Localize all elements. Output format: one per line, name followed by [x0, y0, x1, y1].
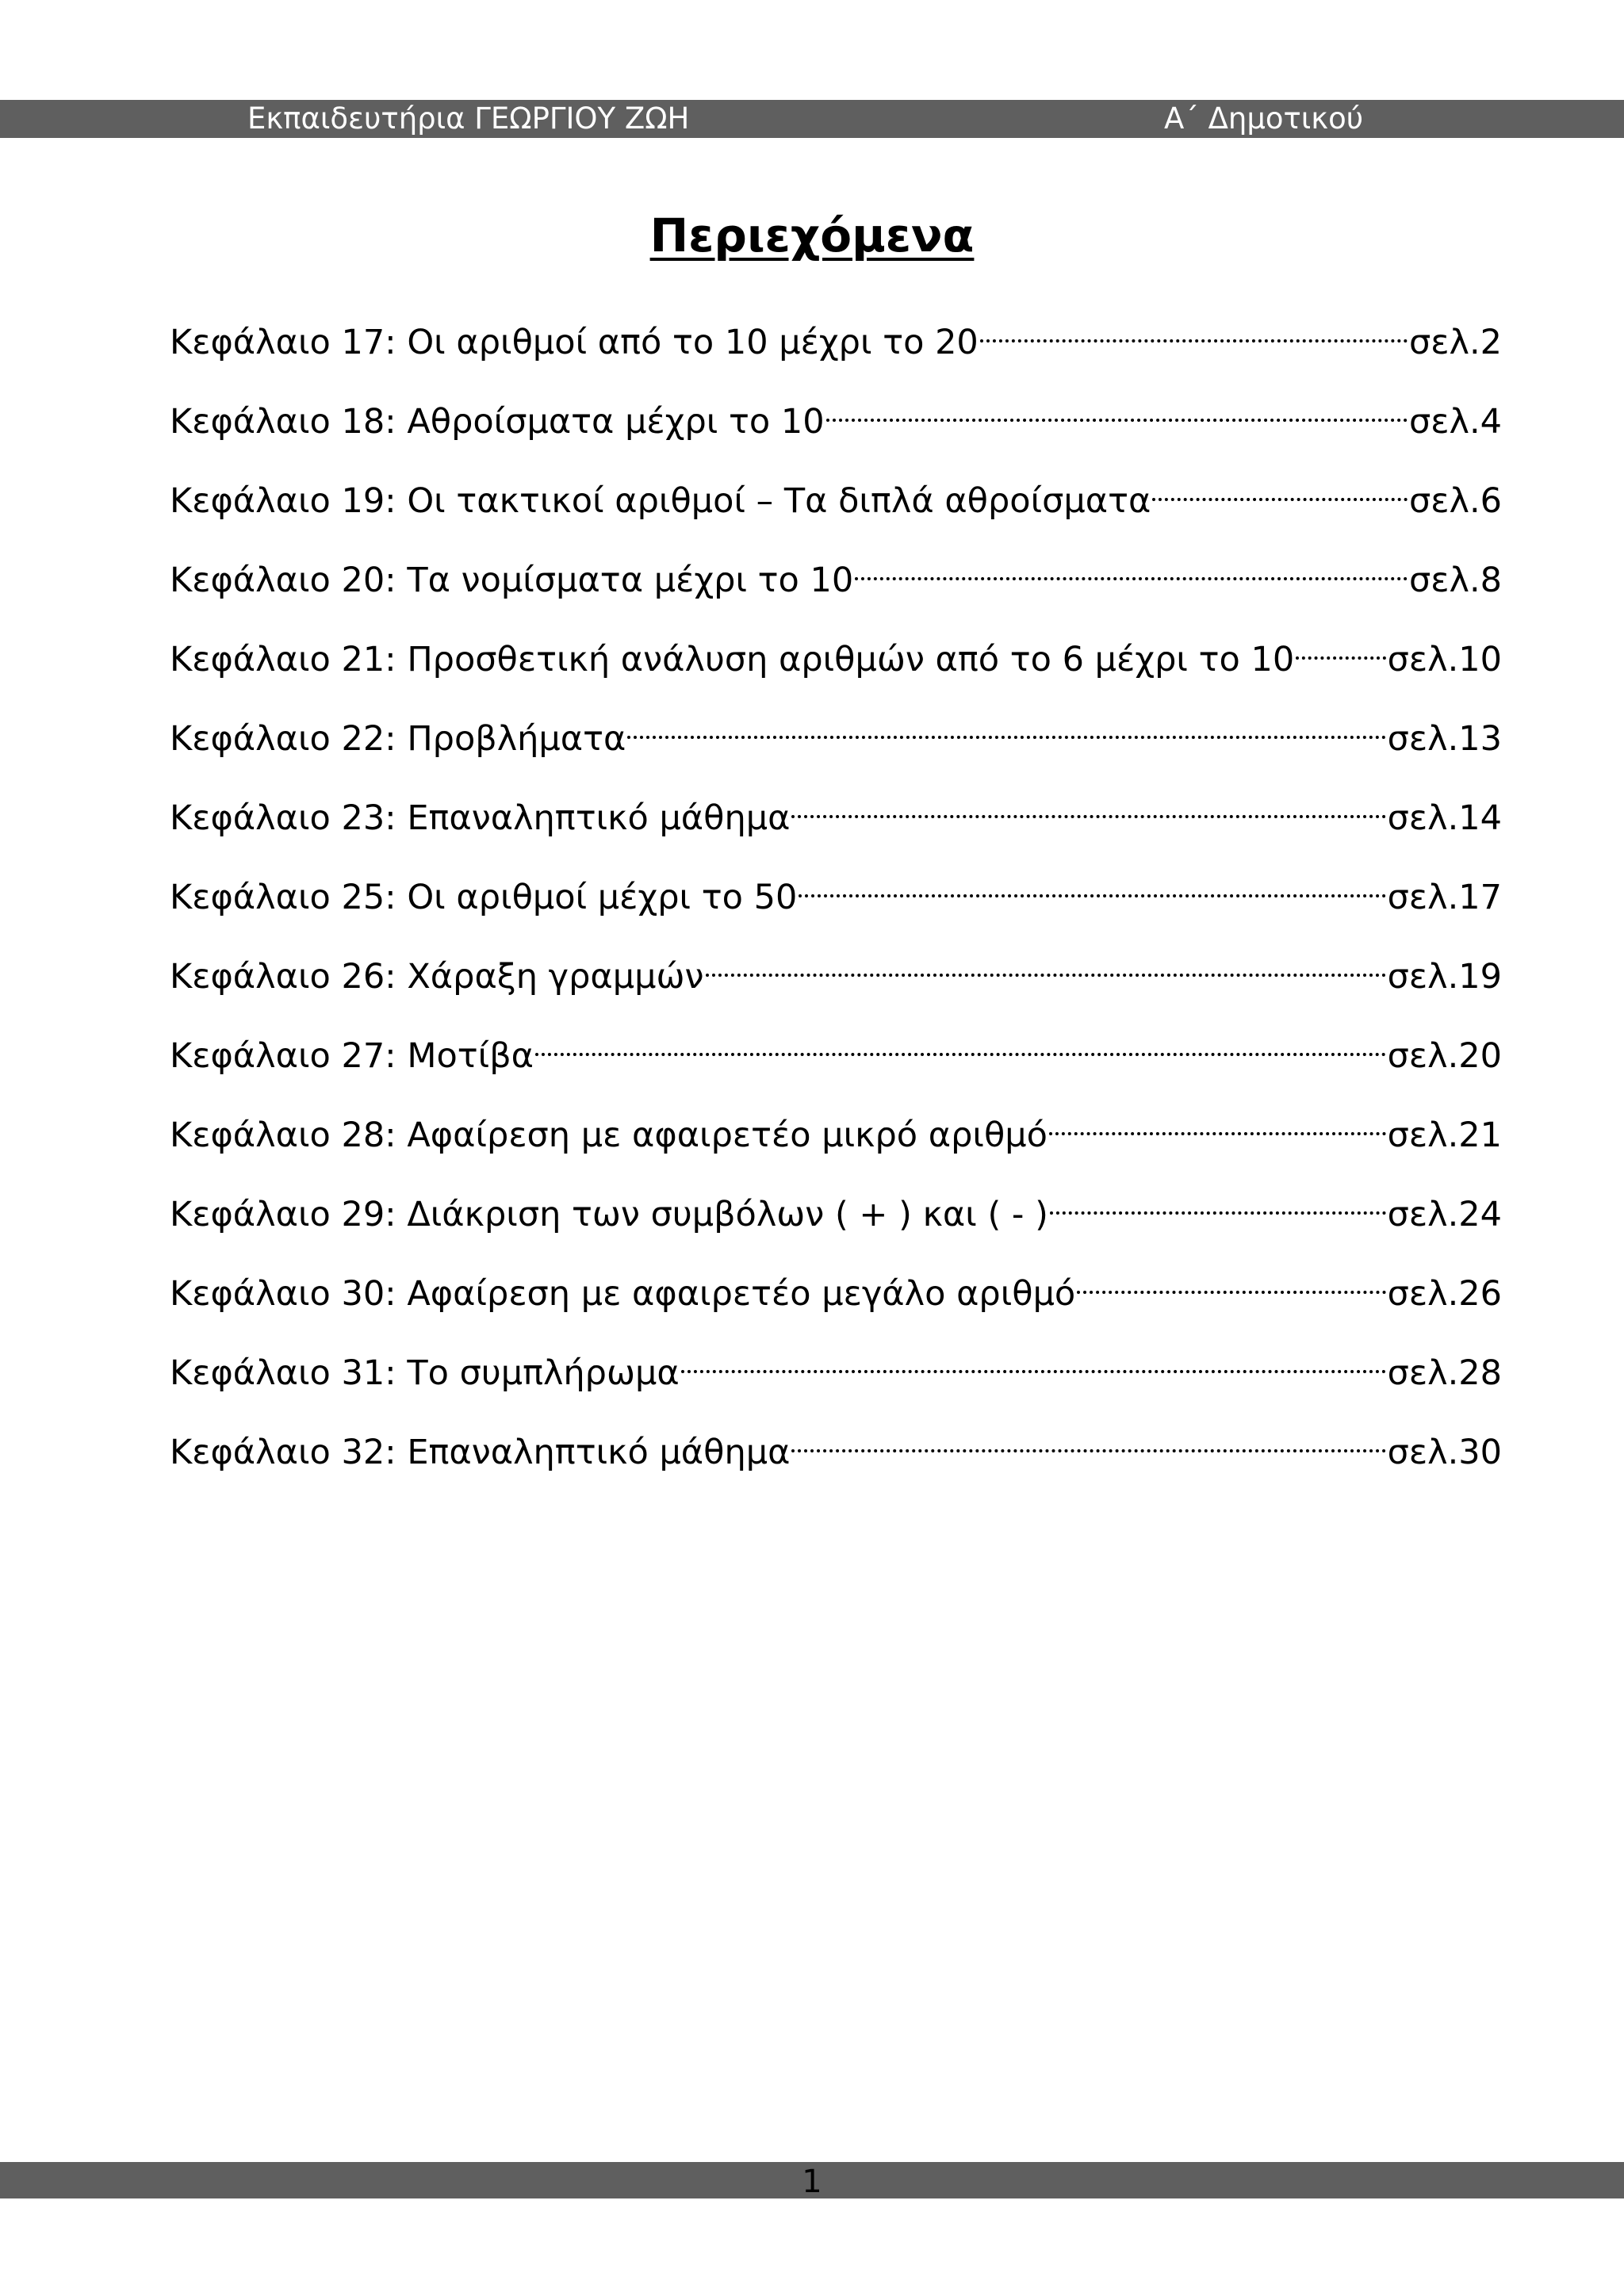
toc-entry-label: Κεφάλαιο 26: Χάραξη γραμμών — [170, 957, 704, 997]
table-of-contents — [170, 293, 1502, 1483]
toc-entry-page: σελ.17 — [1387, 878, 1502, 917]
toc-leader-dots — [1050, 1165, 1386, 1226]
toc-entry-page: σελ.4 — [1409, 402, 1502, 442]
toc-entry — [170, 293, 1502, 373]
header-bar — [0, 100, 1624, 138]
toc-entry — [170, 848, 1502, 928]
toc-entry-page: σελ.30 — [1387, 1433, 1502, 1472]
toc-leader-dots — [1049, 1086, 1386, 1146]
toc-entry-page: σελ.2 — [1409, 323, 1502, 362]
toc-entry-label: Κεφάλαιο 31: Το συμπλήρωμα — [170, 1353, 680, 1393]
toc-entry — [170, 531, 1502, 610]
toc-entry-page: σελ.8 — [1409, 561, 1502, 600]
toc-entry-label: Κεφάλαιο 28: Αφαίρεση με αφαιρετέο μικρό αριθμό — [170, 1115, 1048, 1155]
toc-entry-page: σελ.21 — [1387, 1115, 1502, 1155]
toc-entry-label: Κεφάλαιο 19: Οι τακτικοί αριθμοί – Τα διπλά αθροίσματα — [170, 481, 1151, 521]
toc-entry-label: Κεφάλαιο 23: Επαναληπτικό μάθημα — [170, 798, 791, 838]
toc-leader-dots — [1152, 452, 1408, 512]
toc-entry-page: σελ.14 — [1387, 798, 1502, 838]
toc-entry — [170, 452, 1502, 531]
school-name: Εκπαιδευτήρια ΓΕΩΡΓΙΟΥ ΖΩΗ — [247, 101, 690, 136]
toc-entry-page: σελ.13 — [1387, 719, 1502, 759]
toc-leader-dots — [706, 928, 1386, 988]
toc-entry-page: σελ.24 — [1387, 1195, 1502, 1234]
toc-entry — [170, 1324, 1502, 1403]
toc-leader-dots — [535, 1007, 1386, 1067]
toc-entry-page: σελ.26 — [1387, 1274, 1502, 1314]
toc-entry — [170, 1245, 1502, 1324]
toc-entry-label: Κεφάλαιο 29: Διάκριση των συμβόλων ( + ) και ( - ) — [170, 1195, 1048, 1234]
toc-entry-label: Κεφάλαιο 22: Προβλήματα — [170, 719, 626, 759]
toc-entry — [170, 690, 1502, 769]
toc-entry-label: Κεφάλαιο 32: Επαναληπτικό μάθημα — [170, 1433, 791, 1472]
toc-entry — [170, 1165, 1502, 1245]
toc-leader-dots — [826, 373, 1408, 433]
toc-entry — [170, 610, 1502, 690]
toc-entry-page: σελ.28 — [1387, 1353, 1502, 1393]
toc-entry-label: Κεφάλαιο 20: Τα νομίσματα μέχρι το 10 — [170, 561, 854, 600]
toc-entry-label: Κεφάλαιο 17: Οι αριθμοί από το 10 μέχρι το 20 — [170, 323, 979, 362]
toc-entry — [170, 928, 1502, 1007]
toc-entry — [170, 1086, 1502, 1165]
toc-entry-label: Κεφάλαιο 27: Μοτίβα — [170, 1036, 534, 1076]
toc-entry-page: σελ.20 — [1387, 1036, 1502, 1076]
page-title — [0, 208, 1624, 263]
toc-leader-dots — [855, 531, 1408, 591]
toc-entry-page: σελ.19 — [1387, 957, 1502, 997]
toc-entry-label: Κεφάλαιο 30: Αφαίρεση με αφαιρετέο μεγάλο αριθμό — [170, 1274, 1076, 1314]
toc-entry — [170, 1403, 1502, 1483]
toc-leader-dots — [1077, 1245, 1385, 1305]
toc-entry-label: Κεφάλαιο 18: Αθροίσματα μέχρι το 10 — [170, 402, 825, 442]
toc-entry-page: σελ.10 — [1387, 640, 1502, 679]
toc-entry — [170, 373, 1502, 452]
toc-leader-dots — [627, 690, 1385, 750]
toc-entry — [170, 1007, 1502, 1086]
toc-leader-dots — [791, 769, 1385, 829]
toc-leader-dots — [681, 1324, 1386, 1384]
toc-entry — [170, 769, 1502, 848]
grade-label: Α΄ Δημοτικού — [1164, 101, 1364, 136]
toc-leader-dots — [980, 293, 1408, 354]
toc-leader-dots — [799, 848, 1385, 909]
toc-entry-page: σελ.6 — [1409, 481, 1502, 521]
page-number: 1 — [802, 2164, 822, 2200]
toc-entry-label: Κεφάλαιο 21: Προσθετική ανάλυση αριθμών από το 6 μέχρι το 10 — [170, 640, 1295, 679]
toc-leader-dots — [1296, 610, 1385, 671]
toc-leader-dots — [791, 1403, 1385, 1464]
toc-entry-label: Κεφάλαιο 25: Οι αριθμοί μέχρι το 50 — [170, 878, 798, 917]
page-title-text: Περιεχόμενα — [649, 209, 975, 262]
